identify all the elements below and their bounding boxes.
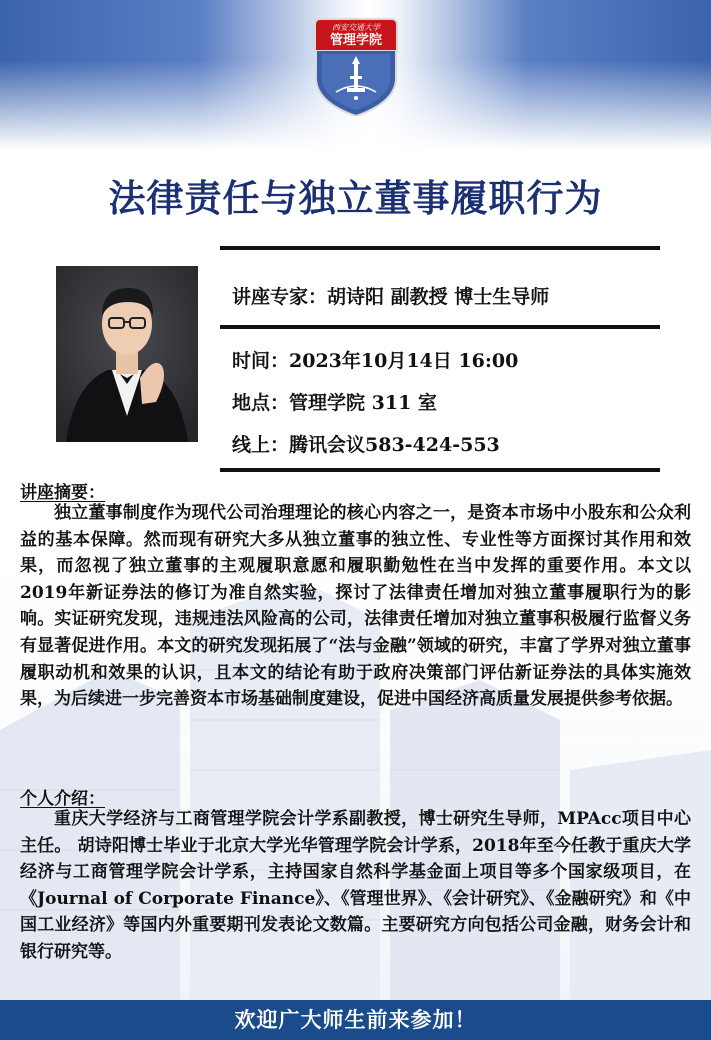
bio-text: 重庆大学经济与工商管理学院会计学系副教授，博士研究生导师，MPAcc项目中心主任。 胡诗阳博士毕业于北京大学光华管理学院会计学系，2018年至今任教于重庆大学经济与工商管理学院会计学系，主持国家自然科学基金面上项目等多个国家级项目，在《Journal of Corporate Finance》、《管理世界》、《会计研究》、《金融研究》和《中国工业经济》等国内外重要期刊发表论文数篇。主要研究方向包括公司金融，财务会计和银行研究等。 [20, 809, 691, 962]
bio-heading: 个人介绍： [20, 789, 105, 809]
abstract-text: 独立董事制度作为现代公司治理理论的核心内容之一，是资本市场中小股东和公众利益的基本保障。然而现有研究大多从独立董事的独立性、专业性等方面探讨其作用和效果，而忽视了独立董事的主观履职意愿和履职勤勉性在当中发挥的重要作用。本文以2019年新证券法的修订为准自然实验，探讨了法律责任增加对独立董事履职行为的影响。实证研究发现，违规违法风险高的公司，法律责任增加对独立董事积极履行监督义务有显著促进作用。本文的研究发现拓展了“法与金融”领域的研究，丰富了学界对独立董事履职动机和效果的认识，且本文的结论有助于政府决策部门评估新证券法的具体实施效果，为后续进一步完善资本市场基础制度建设，促进中国经济高质量发展提供参考依据。 [20, 503, 691, 710]
school-logo [314, 18, 398, 116]
speaker-value: 胡诗阳 副教授 博士生导师 [327, 286, 550, 308]
welcome-footer: 欢迎广大师生前来参加！ [0, 1000, 711, 1040]
online-line [232, 430, 500, 457]
online-value: 腾讯会议583-424-553 [289, 434, 500, 456]
place-label: 地点： [232, 392, 290, 414]
abstract-heading: 讲座摘要： [20, 483, 105, 503]
place-value: 管理学院 311 室 [289, 392, 437, 414]
speaker-photo [56, 266, 198, 442]
online-label: 线上： [232, 434, 290, 456]
speaker-label: 讲座专家： [232, 286, 328, 308]
logo-school-name: 管理学院 [329, 33, 382, 48]
speaker-line [232, 282, 549, 309]
logo-university-name: 西安交通大学 [332, 23, 380, 32]
time-label: 时间： [232, 350, 290, 372]
divider-middle [220, 325, 660, 329]
time-line [232, 346, 518, 373]
place-line [232, 388, 437, 415]
lecture-title: 法律责任与独立董事履职行为 [108, 176, 603, 220]
divider-top [220, 246, 660, 250]
shield-icon [314, 50, 398, 116]
logo-header [314, 18, 398, 52]
time-value: 2023年10月14日 16:00 [289, 350, 519, 372]
